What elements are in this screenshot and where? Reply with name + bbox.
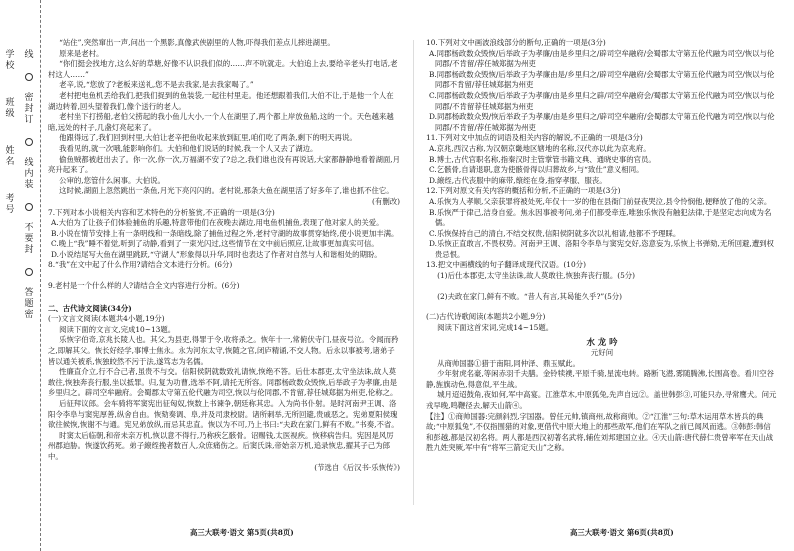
- right-page-column: [426, 38, 778, 508]
- answer-space: [48, 292, 400, 302]
- story-paragraph: 偷鱼贼都被赶出去了。你一次,你一次,万福湖不安了?总之,我们谁也没有再说话,大家都静静地看着湖面,月亮升起来了。: [48, 154, 400, 175]
- poem-notes: 【注】①商帅国器:完颜斜烈,字国器。曾任元帅,镇商州,故称商帅。②“江淮”三句:草木运用草木皆兵的典故;“中原狐兔”,不仅指围猎的对象,更借代中原大地上的那些敌军,他们在军队之前已闻风而逃。③韩彭:韩信和彭越,都是汉初名将。两人都是西汉初著名武将,辅佐刘邦建国立业。④天山箭:唐代薛仁贵曾率军在天山战胜九姓突厥,军中有“将军三箭定天山”之称。: [426, 411, 774, 453]
- story-paragraph: 老村坐下打捞船,老伯父捞起的我小鱼儿大小,一个人在湖里了,两个都上岸放鱼船,这的一个。天色越来越暗,远处的村子,几盏灯亮起来了。: [48, 112, 394, 132]
- hole-circle-icon: [25, 268, 33, 276]
- binding-char: 校: [5, 61, 15, 71]
- question-12-option: C.乐恢保持自己的清白,不结交权贵,信阳侯阴就多次以礼相请,他都不予理睬。: [428, 228, 681, 238]
- question-11-option: C.乞骸骨,自请退职,意为使骸骨得以归葬故乡,与“致仕”意义相同。: [428, 165, 644, 175]
- binding-char: 考: [5, 194, 15, 204]
- poem-author: 元好问: [590, 348, 614, 358]
- binding-char: 级: [5, 109, 15, 119]
- question-10-option: D.同郡杨政数众毁/恢后举政子为孝廉/由是乡里归之/辟司空牟融府/会蜀郡太守第五伦代融为司空/恢以与伦同郡/不肯留/荐任城郑据为州吏: [428, 112, 775, 132]
- story-paragraph: 公审的,您管什么闲事。大伯说。: [59, 175, 165, 185]
- question-10: 10.下列对文中画波浪线部分的断句,正确的一项是(3分): [426, 38, 606, 47]
- binding-mark: 线: [24, 50, 34, 60]
- binding-char: 密: [24, 93, 34, 103]
- left-page-column: [48, 38, 400, 508]
- story-paragraph: 原来是老村。: [59, 48, 104, 58]
- classical-paragraph: 乐恢字伯奇,京兆长陵人也。其父,为县吏,得罪于令,收将杀之。恢年十一,常俯伏寺门,昼夜号泣。令闻而矜之,即解其父。恢长好经学,事博士焦永。永为河东太守,恢随之官,闭庐精诵,不交人物。后永以事被考,诸弟子皆以通关被系,恢独皎然不污于法,遂笃志为名儒。: [48, 335, 399, 366]
- subsection-instruction: 阅读下面这首宋词,完成14~15题。: [437, 322, 554, 332]
- question-13-part-2: (2)夫政在家门,鲜有不败。“昔人有言,其曷能久乎?”(5分): [437, 291, 623, 301]
- binding-char: 姓: [5, 146, 15, 156]
- story-paragraph: “你们挺会找地方,这么好的草塘,好像不认识我们似的……声不吭就走。大伯追上去,要给辛老头打电话,老村这人……”: [48, 59, 398, 79]
- classical-paragraph: 后征拜议郎。会车骑将军窦宪出征匈奴,恢数上书谏争,朝廷称其忠。入为尚书仆射。是时河南尹王调、洛阳令李阜与窦宪厚善,纵舍自由。恢劾奏调、阜,并及司隶校尉。诸所刺举,无所回避,贵戚恶之。宪弟夏阳侯瑰欲往候恢,恢谢不与通。宪兄弟放纵,而忌其忠直。恢以为不可,乃上书曰:“夫政在家门,鲜有不败。”书奏,不省。: [48, 399, 399, 430]
- binding-char: 不: [24, 223, 34, 233]
- question-11-option: B.博士,古代官职名称,指秦汉时主管掌管书籍文典、通晓史事的官员。: [428, 154, 656, 164]
- classical-paragraph: 时窦太后临朝,和帝未亲万机,恢以意不得行,乃称疾乞骸骨。诏赐钱,太医视疾。恢移病告归。宪因是风厉州郡迫胁。恢遂饮药死。弟子縗绖挽者数百人,众庶痛伤之。后窦氏诛,帝始亲万机,追录恢忠,擢其子己为郎中。: [48, 430, 394, 461]
- binding-margin: [0, 0, 41, 551]
- binding-mark: 封: [24, 245, 34, 255]
- hole-circle-icon: [25, 203, 33, 211]
- binding-char: 要: [24, 234, 34, 244]
- hole-circle-icon: [25, 73, 33, 81]
- question-10-option: A.同郡杨政数众毁恢/后举政子为孝廉/由是乡里归之/辟司空牟融府/会蜀郡太守第五伦代融为司空/恢以与伦同郡/不肯留/荐任城郑据为州吏: [428, 48, 775, 69]
- binding-mark: 订: [24, 115, 34, 125]
- binding-mark: 密: [24, 310, 34, 320]
- story-paragraph: 这时候,湖面上忽然跳出一条鱼,月光下亮闪闪的。老村说,那条大鱼在湖里活了好多年了,谁也抓不住它。: [59, 186, 394, 196]
- question-11-option: D.縗绖,古代丧服中的麻带,缞绖在身,指穿孝服、服丧。: [428, 175, 607, 185]
- passage-source: (节选自《后汉书·乐恢传》): [314, 462, 400, 472]
- question-12-option: B.乐恢严于律己,洁身自爱。焦永因事被考问,弟子们都受牵连,唯独乐恢没有触犯法律,于是坚定志向成为名儒。: [428, 207, 772, 228]
- subsection-heading: (二)古代诗歌阅读(本题共2小题,9分): [426, 312, 546, 322]
- question-7: 7.下列对本小说相关内容和艺术特色的分析鉴赏,不正确的一项是(3分): [48, 207, 275, 217]
- story-paragraph: 他跟得远了,我们回到村里,大伯让老辛把鱼收起来放到缸里,咱们吃了两条,剩下的明天再说。: [59, 133, 357, 143]
- story-paragraph: 老辛,说,“您放了?老板来送礼,您不是去我家,是去我家喝了。”: [59, 80, 254, 90]
- poem-stanza: 少年射虎名豪,等闲赤羽千夫膳。金铃犊襆,平原千骑,星流电转。路断飞潜,雾随腾沸,长围高卷。看川空谷静,旌旗动色,得意似,平生战。: [426, 369, 775, 389]
- poem-title: 水 龙 吟: [586, 337, 618, 348]
- question-12-option: D.乐恢正直敢言,不畏权势。河南尹王调、洛阳令李阜与窦宪交好,恣意妄为,乐恢上书弹劾,无所回避,遭到权贵忌恨。: [428, 239, 774, 259]
- subsection-heading: (一)文言文阅读(本题共4小题,19分): [48, 314, 165, 324]
- question-8: 8.“我”在文中起了什么作用?请结合文本进行分析。(6分): [48, 260, 233, 270]
- story-source-note: (有删改): [372, 196, 400, 206]
- question-11-option: A.京兆,西汉古称,为汉朝京畿地区辖地的名称,汉代亦以此为京兆府。: [428, 143, 651, 153]
- binding-char: 号: [5, 205, 15, 215]
- poem-preface: 从商帅国器①猎于南阳,同仲泽、鼎玉赋此。: [437, 358, 580, 368]
- poem-stanza: 城月迢迢鼓角,夜如何,军中高宴。江淮草木,中原狐兔,先声自远②。盖世韩彭③,可能只办,寻常鹰犬。问元戎早晚,鸣鞭径去,解天山箭④。: [426, 390, 777, 410]
- story-paragraph: “站住”,突然窜出一声,问出一个黑影,真像武侠剧里的人物,吓得我们差点儿摔进湖里。: [59, 38, 335, 47]
- question-7-option: B.小说在情节安排上有一条明线和一条暗线,除了捕鱼过程之外,老村守湖的故事贯穿始终,使小说更加丰满。: [50, 228, 399, 238]
- section-heading: 二、古代诗文阅读(34分): [48, 303, 132, 313]
- binding-mark: 装: [24, 180, 34, 190]
- answer-space: [426, 302, 778, 312]
- page-footer-left: 高三大联考·语文 第5页(共8页): [190, 528, 294, 537]
- student-info-column: [3, 50, 17, 216]
- binding-char: 线: [24, 158, 34, 168]
- binding-char: 学: [5, 50, 15, 60]
- binding-char: 答: [24, 288, 34, 298]
- page-divider: [413, 40, 414, 505]
- binding-char: 内: [24, 169, 34, 179]
- question-7-option: D.小说结尾写大鱼在湖里跳跃,“守湖人”形象得以升华,同时也表达了作者对自然与人和谐相处的期盼。: [50, 249, 382, 259]
- seal-line-column: [22, 50, 36, 321]
- answer-space: [426, 282, 778, 292]
- classical-paragraph: 性廉直介立,行不合己者,虽贵不与交。信阳侯阴就数致礼请恢,恢绝不答。后仕本郡吏,太守坐法诛,故人莫敢往,恢独奔丧行服,坐以抵罪。归,复为功曹,选举不阿,请托无所容。同郡杨政数众毁恢,后举政子为孝廉,由是乡里归之。辟司空牟融府。会蜀郡太守第五伦代融为司空,恢以与伦同郡,不肯留,荐任城郑据为州吏,伦称之。: [48, 367, 398, 398]
- subsection-instruction: 阅读下面的文言文,完成10~13题。: [59, 324, 176, 334]
- question-7-option: A.大伯为了让孩子们体验捕鱼的乐趣,特意带他们在夜晚去湖边,用电鱼机捕鱼,表现了他对家人的关爱。: [50, 218, 384, 228]
- question-13-part-1: (1)后仕本郡吏,太守坐法诛,故人莫敢往,恢独奔丧行服。(5分): [437, 271, 636, 281]
- binding-char: 名: [5, 157, 15, 167]
- page-footer-right: 高三大联考·语文 第6页(共8页): [570, 528, 674, 537]
- binding-char: 班: [5, 98, 15, 108]
- hole-circle-icon: [25, 138, 33, 146]
- question-7-option: C.晚上“我”睡不着觉,听到了动静,看到了一束光闪过,这些情节在文中前后照应,让故事更加真实可信。: [50, 239, 379, 249]
- question-9: 9.老村是一个什么样的人?请结合全文内容进行分析。(6分): [48, 281, 240, 291]
- question-12: 12.下列对原文有关内容的概括和分析,不正确的一项是(3分): [426, 186, 621, 196]
- question-10-option: B.同郡杨政数众毁恢/后举政子为孝廉由是/乡里归之/辟司空牟融府/会蜀郡太守第五伦代融为司空/恢以与伦同郡不肯留/荐任城郑据为州吏: [428, 69, 775, 90]
- question-13: 13.把文中画横线的句子翻译成现代汉语。(10分): [426, 260, 586, 270]
- story-paragraph: 我看见的,就一次哦,能影响你们。大伯和他们说话的时候,我一个人又去了湖边。: [59, 143, 318, 153]
- question-12-option: A.乐恢为人孝顺,父亲获罪将被处死,年仅十一岁的他在县衙门前昼夜哭泣,县令怜悯他,便释放了他的父亲。: [428, 196, 772, 206]
- binding-char: 题: [24, 299, 34, 309]
- binding-char: 封: [24, 104, 34, 114]
- answer-space: [48, 271, 400, 281]
- question-11: 11.下列对文中加点的词语及相关内容的解说,不正确的一项是(3分): [426, 133, 643, 143]
- story-paragraph: 老村把电鱼机丢给我们,把我们捉到的鱼装袋,一起往村里走。他还想跟着我们,大伯不让,于是他一个人在湖边转着,回头望着我们,像个送行的老人。: [48, 90, 394, 111]
- question-10-option: C.同郡杨政数众毁恢/后举政子为孝廉/由是乡里归之辟/司空牟融府会/蜀郡太守第五伦代融为司空/恢以与伦同郡/不肯留荐任城郑据为州吏: [428, 90, 775, 111]
